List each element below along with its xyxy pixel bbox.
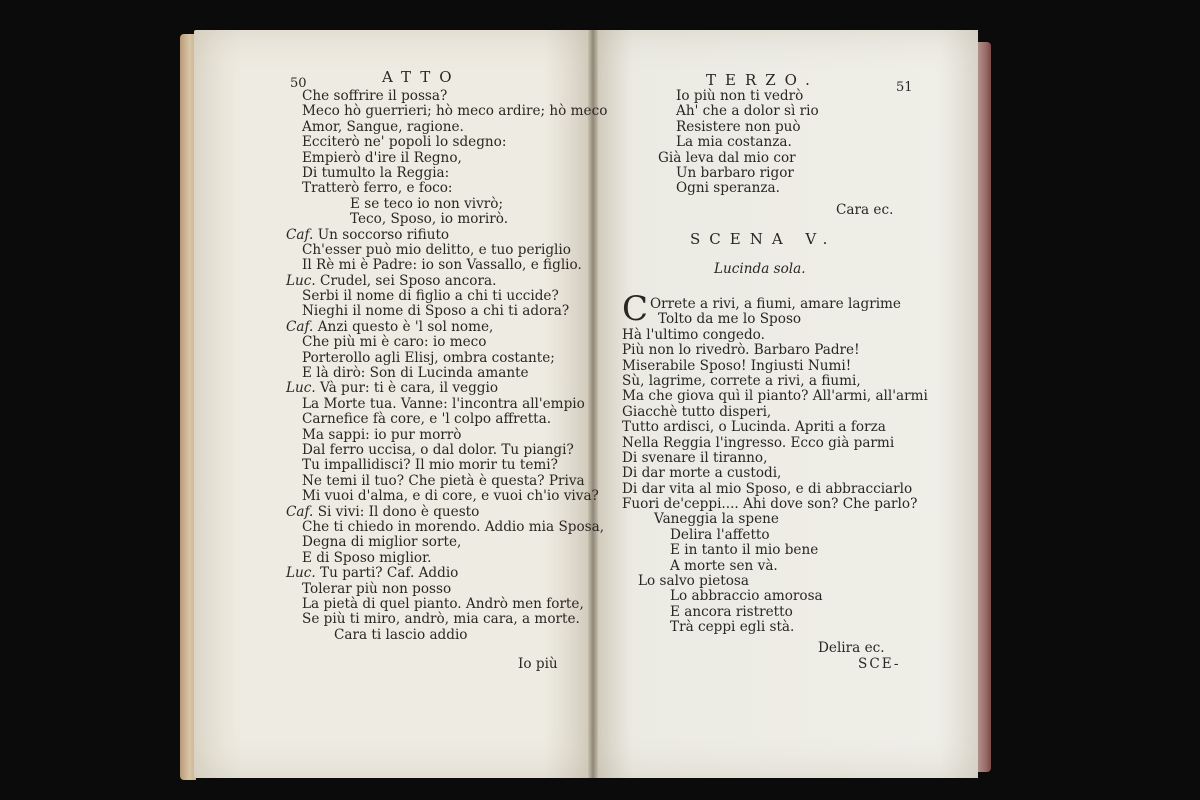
text-line bbox=[286, 166, 607, 181]
line-text: La Morte tua. Vanne: l'incontra all'empio bbox=[302, 395, 585, 412]
text-line bbox=[622, 482, 928, 497]
line-text: Tutto ardisci, o Lucinda. Apriti a forza bbox=[622, 419, 886, 436]
speaker-label: Caf. bbox=[286, 318, 318, 335]
speaker-label: Luc. bbox=[286, 565, 321, 582]
line-text: Si vivi: Il dono è questo bbox=[317, 503, 480, 520]
text-line bbox=[286, 412, 607, 427]
text-line bbox=[658, 181, 819, 196]
right-page-number: 51 bbox=[896, 80, 913, 95]
line-text: Già leva dal mio cor bbox=[658, 149, 796, 166]
line-text: Che soffrire il possa? bbox=[302, 88, 448, 104]
text-line bbox=[622, 389, 928, 404]
line-text: Tolerar più non posso bbox=[302, 580, 452, 597]
line-text: Ogni speranza. bbox=[676, 180, 780, 197]
text-line bbox=[658, 151, 819, 166]
line-text: Trà ceppi egli stà. bbox=[670, 619, 795, 636]
text-line bbox=[286, 551, 607, 566]
text-line bbox=[658, 89, 819, 104]
line-text: Un soccorso rifiuto bbox=[317, 226, 450, 243]
line-text: Miserabile Sposo! Ingiusti Numi! bbox=[622, 357, 852, 374]
line-text: Tu parti? Caf. Addio bbox=[320, 565, 459, 582]
text-line bbox=[286, 258, 607, 273]
text-line bbox=[286, 520, 607, 535]
line-text: Hà l'ultimo congedo. bbox=[622, 326, 765, 343]
text-line bbox=[286, 535, 607, 550]
text-line bbox=[658, 104, 819, 119]
text-line bbox=[286, 212, 607, 227]
line-text: Mi vuoi d'alma, e di core, e vuoi ch'io viva? bbox=[302, 488, 599, 505]
line-text: Degna di miglior sorte, bbox=[302, 534, 462, 551]
line-text: Di svenare il tiranno, bbox=[622, 449, 768, 466]
line-text: Meco hò guerrieri; hò meco ardire; hò meco bbox=[302, 103, 608, 120]
text-line bbox=[286, 120, 607, 135]
line-text: Un barbaro rigor bbox=[676, 164, 794, 181]
text-line bbox=[286, 289, 607, 304]
line-text: Anzi questo è 'l sol nome, bbox=[317, 318, 494, 335]
left-page-text bbox=[286, 89, 607, 643]
line-text: Cara ti lascio addio bbox=[334, 626, 468, 643]
line-text: E là dirò: Son di Lucinda amante bbox=[302, 365, 529, 382]
line-text: E se teco io non vivrò; bbox=[350, 195, 504, 212]
text-line bbox=[658, 166, 819, 181]
line-text: Ecciterò ne' popoli lo sdegno: bbox=[302, 134, 507, 151]
line-text: Ma sappi: io pur morrò bbox=[302, 426, 462, 443]
right-recit-text bbox=[622, 297, 928, 636]
line-text: Se più ti miro, andrò, mia cara, a morte. bbox=[302, 611, 580, 628]
speaker-label: Luc. bbox=[286, 272, 321, 289]
line-text: Porterollo agli Elisj, ombra costante; bbox=[302, 349, 555, 366]
text-line bbox=[622, 589, 928, 604]
line-text: Di dar morte a custodi, bbox=[622, 465, 782, 482]
line-text: Teco, Sposo, io morirò. bbox=[350, 211, 509, 228]
text-line bbox=[622, 312, 928, 327]
line-text: La pietà di quel pianto. Andrò men forte, bbox=[302, 595, 584, 612]
line-text: Che ti chiedo in morendo. Addio mia Sposa, bbox=[302, 518, 605, 535]
text-line bbox=[286, 304, 607, 319]
text-line bbox=[622, 374, 928, 389]
text-line bbox=[286, 381, 607, 396]
text-line bbox=[286, 320, 607, 335]
line-text: Ne temi il tuo? Che pietà è questa? Priva bbox=[302, 472, 585, 489]
right-aria-text bbox=[658, 89, 819, 197]
line-text: A morte sen và. bbox=[670, 557, 778, 574]
text-line bbox=[286, 366, 607, 381]
line-text: Sù, lagrime, correte a rivi, a fiumi, bbox=[622, 372, 861, 389]
text-line bbox=[286, 228, 607, 243]
text-line bbox=[286, 274, 607, 289]
drop-cap: C bbox=[622, 289, 649, 329]
text-line bbox=[622, 436, 928, 451]
text-line bbox=[658, 120, 819, 135]
text-line bbox=[622, 343, 928, 358]
text-line bbox=[286, 443, 607, 458]
text-line bbox=[286, 104, 607, 119]
line-text: Lo salvo pietosa bbox=[638, 573, 749, 590]
line-text: Carnefice fà core, e 'l colpo affretta. bbox=[302, 411, 552, 428]
left-catchword: Io più bbox=[518, 656, 558, 672]
text-line bbox=[286, 628, 607, 643]
text-line bbox=[286, 428, 607, 443]
text-line bbox=[622, 512, 928, 527]
line-text: Delira l'affetto bbox=[670, 526, 770, 543]
line-text: Empierò d'ire il Regno, bbox=[302, 149, 462, 166]
text-line bbox=[658, 135, 819, 150]
line-text: Orrete a rivi, a fiumi, amare lagrime bbox=[650, 296, 901, 312]
line-text: Ma che giova quì il pianto? All'armi, all'armi bbox=[622, 388, 928, 405]
line-text: Giacchè tutto disperi, bbox=[622, 403, 772, 420]
line-text: Lo abbraccio amorosa bbox=[670, 588, 823, 605]
line-text: Che più mi è caro: io meco bbox=[302, 334, 487, 351]
text-line bbox=[286, 135, 607, 150]
line-text: Tolto da me lo Sposo bbox=[658, 311, 802, 328]
text-line bbox=[286, 582, 607, 597]
text-line bbox=[286, 181, 607, 196]
left-page-number: 50 bbox=[290, 76, 307, 91]
speaker-label: Luc. bbox=[286, 380, 321, 397]
line-text: Serbi il nome di figlio a chi ti uccide? bbox=[302, 288, 559, 305]
line-text: Dal ferro uccisa, o dal dolor. Tu piangi? bbox=[302, 441, 574, 458]
line-text: Più non lo rivedrò. Barbaro Padre! bbox=[622, 342, 860, 359]
cue-cara: Cara ec. bbox=[836, 202, 894, 218]
line-text: La mia costanza. bbox=[676, 134, 792, 151]
line-text: Vaneggia la spene bbox=[654, 511, 779, 528]
text-line bbox=[622, 574, 928, 589]
text-line bbox=[286, 351, 607, 366]
line-text: Amor, Sangue, ragione. bbox=[302, 118, 464, 135]
text-line bbox=[286, 489, 607, 504]
text-line bbox=[286, 505, 607, 520]
text-line bbox=[622, 420, 928, 435]
line-text: Và pur: ti è cara, il veggio bbox=[320, 380, 499, 397]
right-running-head: TERZO. bbox=[706, 71, 819, 89]
line-text: Crudel, sei Sposo ancora. bbox=[320, 272, 497, 289]
cue-delira: Delira ec. bbox=[818, 640, 885, 656]
text-line bbox=[286, 612, 607, 627]
text-line bbox=[622, 328, 928, 343]
scene-subtitle: Lucinda sola. bbox=[714, 261, 806, 277]
line-text: Di tumulto la Reggia: bbox=[302, 164, 450, 181]
text-line bbox=[622, 620, 928, 635]
line-text: Fuori de'ceppi.... Ahi dove son? Che parlo? bbox=[622, 496, 918, 513]
text-line bbox=[286, 397, 607, 412]
text-line bbox=[286, 197, 607, 212]
line-text: Tu impallidisci? Il mio morir tu temi? bbox=[302, 457, 558, 474]
text-line bbox=[622, 359, 928, 374]
text-line bbox=[286, 474, 607, 489]
text-line bbox=[286, 458, 607, 473]
text-line bbox=[622, 605, 928, 620]
line-text: Il Rè mi è Padre: io son Vassallo, e figlio. bbox=[302, 257, 582, 274]
line-text: Di dar vita al mio Sposo, e di abbracciarlo bbox=[622, 480, 913, 497]
text-line bbox=[622, 528, 928, 543]
text-line bbox=[622, 543, 928, 558]
right-catchword: SCE- bbox=[858, 656, 901, 672]
line-text: Tratterò ferro, e foco: bbox=[302, 180, 453, 197]
line-text: Ah' che a dolor sì rio bbox=[676, 103, 819, 120]
scene-title: SCENA V. bbox=[690, 230, 837, 248]
line-text: E in tanto il mio bene bbox=[670, 542, 819, 559]
line-text: Nieghi il nome di Sposo a chi ti adora? bbox=[302, 303, 570, 320]
text-line bbox=[286, 151, 607, 166]
text-line bbox=[622, 405, 928, 420]
line-text: Resistere non può bbox=[676, 118, 801, 135]
speaker-label: Caf. bbox=[286, 226, 318, 243]
line-text: E di Sposo miglior. bbox=[302, 549, 432, 566]
text-line bbox=[622, 466, 928, 481]
text-line bbox=[622, 559, 928, 574]
text-line bbox=[286, 597, 607, 612]
text-line bbox=[286, 89, 607, 104]
text-line bbox=[286, 335, 607, 350]
line-text: E ancora ristretto bbox=[670, 603, 793, 620]
line-text: Nella Reggia l'ingresso. Ecco già parmi bbox=[622, 434, 895, 451]
text-line bbox=[622, 297, 928, 312]
line-text: Ch'esser può mio delitto, e tuo periglio bbox=[302, 241, 571, 258]
text-line bbox=[622, 497, 928, 512]
text-line bbox=[286, 243, 607, 258]
speaker-label: Caf. bbox=[286, 503, 318, 520]
text-line bbox=[622, 451, 928, 466]
text-line bbox=[286, 566, 607, 581]
line-text: Io più non ti vedrò bbox=[676, 88, 804, 104]
left-running-head: ATTO bbox=[382, 68, 461, 86]
